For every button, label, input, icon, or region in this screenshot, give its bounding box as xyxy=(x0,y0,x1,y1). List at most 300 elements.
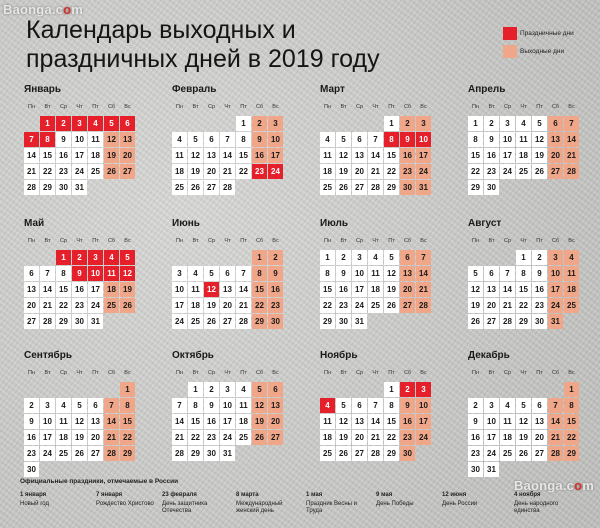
day-cell: 6 xyxy=(352,398,367,413)
empty-cell xyxy=(188,250,203,265)
day-cell: 22 xyxy=(188,430,203,445)
day-cell: 11 xyxy=(564,266,579,281)
page-title: Календарь выходных и праздничных дней в 2019 году xyxy=(26,16,380,73)
weekday-header: Вт xyxy=(192,238,199,244)
day-cell: 15 xyxy=(188,414,203,429)
weekday-header: Вт xyxy=(44,238,51,244)
day-cell: 23 xyxy=(56,164,71,179)
day-cell: 21 xyxy=(416,282,431,297)
holiday-date: 1 мая xyxy=(306,492,323,498)
month-name: Май xyxy=(24,218,45,229)
day-cell: 12 xyxy=(384,266,399,281)
weekday-header: Чт xyxy=(224,238,231,244)
empty-cell xyxy=(172,382,187,397)
day-cell: 5 xyxy=(104,116,119,131)
day-cell: 14 xyxy=(24,148,39,163)
weekday-header: Пт xyxy=(92,104,99,110)
day-cell: 26 xyxy=(384,298,399,313)
day-cell: 21 xyxy=(104,430,119,445)
month-grid xyxy=(24,234,154,329)
day-cell: 15 xyxy=(516,282,531,297)
month-grid xyxy=(468,366,598,477)
empty-cell xyxy=(352,382,367,397)
day-cell: 19 xyxy=(516,430,531,445)
holidays-title: Официальные праздники, отмечаемые в России xyxy=(20,478,179,485)
day-cell: 4 xyxy=(320,398,335,413)
day-cell: 29 xyxy=(564,446,579,461)
day-cell: 12 xyxy=(532,132,547,147)
day-cell: 15 xyxy=(236,148,251,163)
day-cell: 8 xyxy=(516,266,531,281)
month-grid xyxy=(320,100,450,195)
day-cell: 22 xyxy=(564,430,579,445)
day-cell: 11 xyxy=(236,398,251,413)
day-cell: 27 xyxy=(120,164,135,179)
day-cell: 30 xyxy=(24,462,39,477)
day-cell: 1 xyxy=(40,116,55,131)
day-cell: 25 xyxy=(56,446,71,461)
weekday-header: Ср xyxy=(355,370,364,376)
weekday-header: Пн xyxy=(176,370,183,376)
empty-cell xyxy=(236,250,251,265)
day-cell: 25 xyxy=(516,164,531,179)
month-name: Апрель xyxy=(468,84,506,95)
day-cell: 22 xyxy=(252,298,267,313)
day-cell: 30 xyxy=(336,314,351,329)
day-cell: 22 xyxy=(384,430,399,445)
day-cell: 1 xyxy=(236,116,251,131)
weekday-header: Вс xyxy=(568,104,575,110)
day-cell: 12 xyxy=(252,398,267,413)
day-cell: 18 xyxy=(236,414,251,429)
day-cell: 21 xyxy=(500,298,515,313)
day-cell: 25 xyxy=(172,180,187,195)
day-cell: 21 xyxy=(564,148,579,163)
day-cell: 6 xyxy=(204,132,219,147)
day-cell: 4 xyxy=(564,250,579,265)
day-cell: 24 xyxy=(484,446,499,461)
day-cell: 11 xyxy=(104,266,119,281)
day-cell: 30 xyxy=(204,446,219,461)
day-cell: 14 xyxy=(368,148,383,163)
day-cell: 8 xyxy=(236,132,251,147)
weekday-header: Пт xyxy=(388,370,395,376)
weekday-header: Ср xyxy=(355,104,364,110)
day-cell: 16 xyxy=(56,148,71,163)
day-cell: 13 xyxy=(220,282,235,297)
weekday-header: Сб xyxy=(107,104,116,110)
day-cell: 29 xyxy=(320,314,335,329)
month-grid xyxy=(320,234,450,329)
day-cell: 17 xyxy=(220,414,235,429)
day-cell: 23 xyxy=(336,298,351,313)
day-cell: 28 xyxy=(40,314,55,329)
day-cell: 23 xyxy=(400,430,415,445)
day-cell: 31 xyxy=(484,462,499,477)
legend-holiday-swatch xyxy=(503,27,517,40)
weekday-header: Чт xyxy=(520,370,527,376)
day-cell: 21 xyxy=(368,164,383,179)
day-cell: 16 xyxy=(204,414,219,429)
month-name: Ноябрь xyxy=(320,350,358,361)
day-cell: 11 xyxy=(188,282,203,297)
day-cell: 20 xyxy=(548,148,563,163)
weekday-header: Вс xyxy=(272,238,279,244)
day-cell: 13 xyxy=(352,414,367,429)
weekday-header: Вт xyxy=(488,238,495,244)
day-cell: 29 xyxy=(468,180,483,195)
weekday-header: Сб xyxy=(403,104,412,110)
empty-cell xyxy=(204,250,219,265)
month-calendar xyxy=(24,84,154,195)
day-cell: 16 xyxy=(24,430,39,445)
day-cell: 5 xyxy=(384,250,399,265)
day-cell: 28 xyxy=(416,298,431,313)
day-cell: 4 xyxy=(56,398,71,413)
weekday-header: Ср xyxy=(59,104,68,110)
day-cell: 26 xyxy=(204,314,219,329)
day-cell: 26 xyxy=(72,446,87,461)
day-cell: 17 xyxy=(416,148,431,163)
weekday-header: Чт xyxy=(372,238,379,244)
day-cell: 13 xyxy=(532,414,547,429)
day-cell: 28 xyxy=(500,314,515,329)
weekday-header: Вс xyxy=(124,104,131,110)
day-cell: 10 xyxy=(352,266,367,281)
weekday-header: Вт xyxy=(44,370,51,376)
day-cell: 26 xyxy=(252,430,267,445)
weekday-header: Пн xyxy=(324,238,331,244)
day-cell: 25 xyxy=(564,298,579,313)
day-cell: 3 xyxy=(40,398,55,413)
month-name: Июнь xyxy=(172,218,200,229)
day-cell: 3 xyxy=(416,116,431,131)
day-cell: 23 xyxy=(400,164,415,179)
day-cell: 29 xyxy=(56,314,71,329)
weekday-header: Вт xyxy=(340,104,347,110)
holiday-name: День народного единства xyxy=(514,500,559,514)
weekday-header: Вс xyxy=(420,370,427,376)
day-cell: 20 xyxy=(204,164,219,179)
day-cell: 23 xyxy=(484,164,499,179)
weekday-header: Вс xyxy=(124,370,131,376)
day-cell: 5 xyxy=(336,398,351,413)
day-cell: 29 xyxy=(384,446,399,461)
day-cell: 5 xyxy=(532,116,547,131)
day-cell: 24 xyxy=(268,164,283,179)
day-cell: 11 xyxy=(172,148,187,163)
day-cell: 18 xyxy=(320,164,335,179)
day-cell: 13 xyxy=(24,282,39,297)
day-cell: 1 xyxy=(252,250,267,265)
empty-cell xyxy=(352,116,367,131)
day-cell: 1 xyxy=(384,382,399,397)
weekday-header: Чт xyxy=(76,104,83,110)
weekday-header: Пт xyxy=(92,370,99,376)
weekday-header: Пт xyxy=(388,104,395,110)
day-cell: 18 xyxy=(564,282,579,297)
day-cell: 12 xyxy=(188,148,203,163)
day-cell: 31 xyxy=(220,446,235,461)
day-cell: 8 xyxy=(252,266,267,281)
weekday-header: Вс xyxy=(272,370,279,376)
day-cell: 9 xyxy=(336,266,351,281)
day-cell: 18 xyxy=(104,282,119,297)
day-cell: 21 xyxy=(236,298,251,313)
empty-cell xyxy=(468,250,483,265)
day-cell: 2 xyxy=(400,382,415,397)
day-cell: 2 xyxy=(72,250,87,265)
weekday-header: Сб xyxy=(551,370,560,376)
day-cell: 18 xyxy=(368,282,383,297)
day-cell: 19 xyxy=(336,164,351,179)
day-cell: 23 xyxy=(532,298,547,313)
month-name: Январь xyxy=(24,84,62,95)
day-cell: 20 xyxy=(484,298,499,313)
weekday-header: Сб xyxy=(551,238,560,244)
day-cell: 3 xyxy=(268,116,283,131)
day-cell: 15 xyxy=(468,148,483,163)
day-cell: 18 xyxy=(516,148,531,163)
day-cell: 19 xyxy=(72,430,87,445)
holiday-name: Праздник Весны и Труда xyxy=(306,500,357,514)
legend-holiday-label: Праздничные дни xyxy=(520,30,574,37)
month-grid xyxy=(24,100,154,195)
day-cell: 20 xyxy=(220,298,235,313)
weekday-header: Ср xyxy=(503,370,512,376)
day-cell: 9 xyxy=(24,414,39,429)
weekday-header: Пт xyxy=(536,238,543,244)
day-cell: 20 xyxy=(400,282,415,297)
day-cell: 16 xyxy=(468,430,483,445)
month-grid xyxy=(320,366,450,461)
day-cell: 3 xyxy=(352,250,367,265)
month-grid xyxy=(24,366,154,477)
day-cell: 4 xyxy=(516,116,531,131)
weekday-header: Чт xyxy=(520,104,527,110)
day-cell: 1 xyxy=(120,382,135,397)
empty-cell xyxy=(72,382,87,397)
day-cell: 5 xyxy=(72,398,87,413)
day-cell: 10 xyxy=(416,132,431,147)
day-cell: 1 xyxy=(564,382,579,397)
weekday-header: Пн xyxy=(324,104,331,110)
day-cell: 7 xyxy=(24,132,39,147)
day-cell: 16 xyxy=(336,282,351,297)
month-calendar xyxy=(468,218,598,329)
day-cell: 12 xyxy=(104,132,119,147)
day-cell: 23 xyxy=(24,446,39,461)
day-cell: 10 xyxy=(72,132,87,147)
weekday-header: Чт xyxy=(372,370,379,376)
day-cell: 10 xyxy=(172,282,187,297)
weekday-header: Чт xyxy=(76,370,83,376)
legend-weekend-label: Выходные дни xyxy=(520,48,565,55)
day-cell: 27 xyxy=(532,446,547,461)
day-cell: 11 xyxy=(516,132,531,147)
weekday-header: Вт xyxy=(192,370,199,376)
holiday-item xyxy=(20,492,90,508)
holiday-name: Новый год xyxy=(20,500,49,507)
weekday-header: Чт xyxy=(372,104,379,110)
day-cell: 14 xyxy=(220,148,235,163)
empty-cell xyxy=(368,382,383,397)
day-cell: 21 xyxy=(40,298,55,313)
weekday-header: Вс xyxy=(420,238,427,244)
day-cell: 1 xyxy=(320,250,335,265)
day-cell: 26 xyxy=(336,446,351,461)
day-cell: 14 xyxy=(104,414,119,429)
day-cell: 8 xyxy=(120,398,135,413)
day-cell: 29 xyxy=(384,180,399,195)
day-cell: 13 xyxy=(548,132,563,147)
day-cell: 29 xyxy=(40,180,55,195)
day-cell: 23 xyxy=(252,164,267,179)
holiday-item xyxy=(96,492,156,508)
empty-cell xyxy=(104,382,119,397)
day-cell: 24 xyxy=(72,164,87,179)
month-grid xyxy=(172,234,302,329)
month-calendar xyxy=(320,84,450,195)
month-calendar xyxy=(172,84,302,195)
weekday-header: Сб xyxy=(255,370,264,376)
weekday-header: Ср xyxy=(503,104,512,110)
day-cell: 5 xyxy=(516,398,531,413)
weekday-header: Пт xyxy=(536,104,543,110)
weekday-header: Сб xyxy=(551,104,560,110)
day-cell: 19 xyxy=(188,164,203,179)
day-cell: 4 xyxy=(368,250,383,265)
day-cell: 3 xyxy=(416,382,431,397)
holiday-date: 7 января xyxy=(96,492,123,498)
day-cell: 19 xyxy=(336,430,351,445)
day-cell: 13 xyxy=(484,282,499,297)
day-cell: 12 xyxy=(120,266,135,281)
day-cell: 30 xyxy=(268,314,283,329)
day-cell: 11 xyxy=(88,132,103,147)
empty-cell xyxy=(40,250,55,265)
empty-cell xyxy=(320,382,335,397)
day-cell: 30 xyxy=(72,314,87,329)
day-cell: 10 xyxy=(416,398,431,413)
day-cell: 9 xyxy=(484,132,499,147)
day-cell: 1 xyxy=(384,116,399,131)
day-cell: 26 xyxy=(336,180,351,195)
day-cell: 7 xyxy=(172,398,187,413)
day-cell: 4 xyxy=(188,266,203,281)
day-cell: 28 xyxy=(368,446,383,461)
day-cell: 25 xyxy=(320,446,335,461)
day-cell: 30 xyxy=(400,180,415,195)
day-cell: 25 xyxy=(88,164,103,179)
day-cell: 9 xyxy=(268,266,283,281)
day-cell: 10 xyxy=(220,398,235,413)
day-cell: 8 xyxy=(320,266,335,281)
day-cell: 27 xyxy=(88,446,103,461)
day-cell: 24 xyxy=(416,430,431,445)
day-cell: 9 xyxy=(400,132,415,147)
day-cell: 28 xyxy=(104,446,119,461)
weekday-header: Пн xyxy=(28,238,35,244)
month-name: Август xyxy=(468,218,502,229)
month-grid xyxy=(468,100,598,195)
day-cell: 13 xyxy=(88,414,103,429)
day-cell: 2 xyxy=(468,398,483,413)
weekday-header: Сб xyxy=(403,370,412,376)
empty-cell xyxy=(220,250,235,265)
weekday-header: Пн xyxy=(176,104,183,110)
weekday-header: Вс xyxy=(272,104,279,110)
weekday-header: Чт xyxy=(76,238,83,244)
day-cell: 28 xyxy=(368,180,383,195)
day-cell: 16 xyxy=(252,148,267,163)
day-cell: 12 xyxy=(336,414,351,429)
month-name: Октябрь xyxy=(172,350,214,361)
day-cell: 11 xyxy=(320,148,335,163)
day-cell: 6 xyxy=(352,132,367,147)
day-cell: 1 xyxy=(516,250,531,265)
day-cell: 22 xyxy=(384,164,399,179)
month-grid xyxy=(172,100,302,195)
day-cell: 7 xyxy=(236,266,251,281)
holiday-item xyxy=(514,492,584,516)
day-cell: 19 xyxy=(120,282,135,297)
empty-cell xyxy=(88,382,103,397)
day-cell: 26 xyxy=(120,298,135,313)
watermark-logo-bottom: Baonga.com xyxy=(513,478,594,493)
empty-cell xyxy=(532,382,547,397)
day-cell: 7 xyxy=(368,132,383,147)
day-cell: 20 xyxy=(120,148,135,163)
day-cell: 30 xyxy=(56,180,71,195)
legend-weekends xyxy=(503,45,564,58)
day-cell: 6 xyxy=(88,398,103,413)
day-cell: 2 xyxy=(336,250,351,265)
empty-cell xyxy=(484,382,499,397)
day-cell: 4 xyxy=(104,250,119,265)
day-cell: 1 xyxy=(468,116,483,131)
day-cell: 6 xyxy=(484,266,499,281)
day-cell: 2 xyxy=(24,398,39,413)
day-cell: 18 xyxy=(188,298,203,313)
holiday-item xyxy=(162,492,230,516)
weekday-header: Вс xyxy=(568,370,575,376)
day-cell: 15 xyxy=(384,414,399,429)
day-cell: 17 xyxy=(268,148,283,163)
day-cell: 13 xyxy=(268,398,283,413)
day-cell: 28 xyxy=(564,164,579,179)
holiday-date: 4 ноября xyxy=(514,492,541,498)
day-cell: 27 xyxy=(352,446,367,461)
weekday-header: Вт xyxy=(340,370,347,376)
day-cell: 14 xyxy=(500,282,515,297)
day-cell: 9 xyxy=(400,398,415,413)
day-cell: 22 xyxy=(120,430,135,445)
holiday-item xyxy=(236,492,300,516)
day-cell: 15 xyxy=(252,282,267,297)
day-cell: 16 xyxy=(532,282,547,297)
day-cell: 17 xyxy=(484,430,499,445)
day-cell: 13 xyxy=(120,132,135,147)
empty-cell xyxy=(484,250,499,265)
day-cell: 23 xyxy=(72,298,87,313)
day-cell: 17 xyxy=(548,282,563,297)
day-cell: 10 xyxy=(500,132,515,147)
day-cell: 25 xyxy=(236,430,251,445)
holiday-date: 23 февраля xyxy=(162,492,197,498)
day-cell: 16 xyxy=(72,282,87,297)
day-cell: 20 xyxy=(88,430,103,445)
